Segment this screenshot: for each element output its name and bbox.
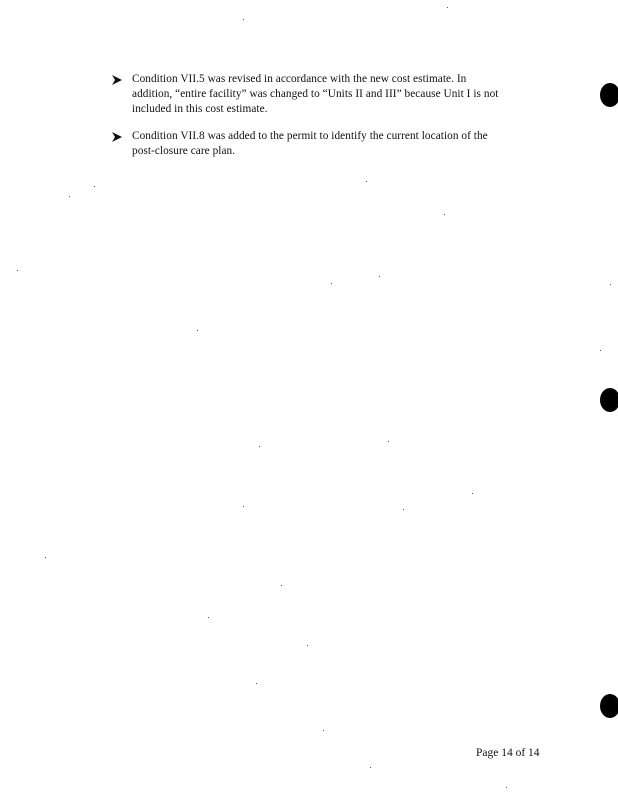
scan-speck xyxy=(370,767,371,768)
scan-speck xyxy=(366,181,367,182)
scan-speck xyxy=(610,284,611,285)
scan-speck xyxy=(69,196,70,197)
bullet-line: addition, “entire facility” was changed to “Units II and III” because Unit I is not xyxy=(132,88,499,100)
list-item xyxy=(112,72,542,117)
arrowhead-bullet-icon xyxy=(112,129,132,147)
scan-speck xyxy=(444,214,445,215)
page-number: Page 14 of 14 xyxy=(476,747,540,759)
scan-speck xyxy=(472,493,473,494)
bullet-line: post-closure care plan. xyxy=(132,145,236,157)
bullet-text xyxy=(132,72,498,117)
list-item xyxy=(112,129,542,159)
bullet-text xyxy=(132,129,488,159)
scan-speck xyxy=(307,645,308,646)
scan-speck xyxy=(506,787,507,788)
scan-speck xyxy=(208,617,209,618)
bullet-list xyxy=(112,72,542,171)
scan-speck xyxy=(17,270,18,271)
scan-speck xyxy=(256,683,257,684)
bullet-line: Condition VII.8 was added to the permit to identify the current location of the xyxy=(132,130,488,142)
arrowhead-bullet-icon xyxy=(112,72,132,90)
scan-speck xyxy=(403,509,404,510)
bullet-line: included in this cost estimate. xyxy=(132,103,268,115)
punch-hole xyxy=(600,388,618,412)
scan-speck xyxy=(281,585,282,586)
scan-speck xyxy=(379,276,380,277)
scan-speck xyxy=(600,350,601,351)
punch-hole xyxy=(600,83,618,107)
scan-speck xyxy=(388,441,389,442)
scan-speck xyxy=(197,330,198,331)
scan-speck xyxy=(447,7,448,8)
scan-speck xyxy=(94,186,95,187)
scan-speck xyxy=(259,446,260,447)
scan-speck xyxy=(243,506,244,507)
scan-speck xyxy=(243,19,244,20)
punch-hole xyxy=(600,694,618,718)
scan-speck xyxy=(323,730,324,731)
scan-speck xyxy=(45,557,46,558)
bullet-line: Condition VII.5 was revised in accordance with the new cost estimate. In xyxy=(132,73,467,85)
scan-speck xyxy=(331,283,332,284)
